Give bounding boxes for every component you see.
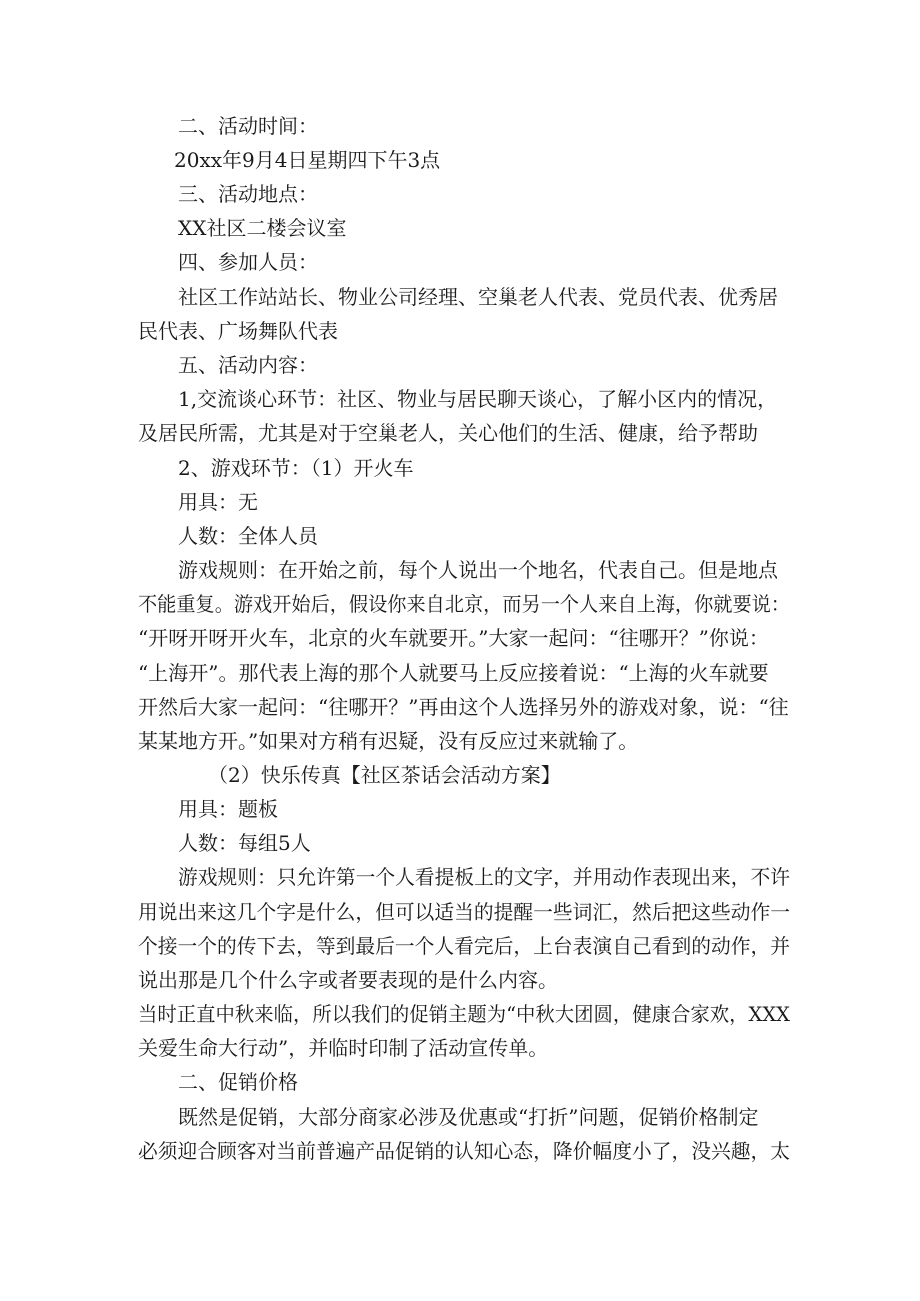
- text-line: 游戏规则：在开始之前，每个人说出一个地名，代表自己。但是地点: [178, 558, 778, 582]
- text-line: 不能重复。游戏开始后，假设你来自北京，而另一个人来自上海，你就要说：: [138, 592, 790, 616]
- text-line: 用具：无: [178, 490, 258, 514]
- text-line: 及居民所需，尤其是对于空巢老人，关心他们的生活、健康，给予帮助: [138, 421, 758, 445]
- section-heading-location: 三、活动地点：: [178, 182, 318, 206]
- text-line: “上海开”。那代表上海的那个人就要马上反应接着说：“上海的火车就要: [138, 661, 769, 685]
- text-line: 社区工作站站长、物业公司经理、空巢老人代表、党员代表、优秀居: [178, 285, 778, 309]
- text-line: 说出那是几个什么字或者要表现的是什么内容。: [138, 968, 558, 992]
- text-line: 某某地方开。”如果对方稍有迟疑，没有反应过来就输了。: [138, 729, 639, 753]
- text-line: 人数：全体人员: [178, 524, 318, 548]
- text-line: 人数：每组5人: [178, 831, 311, 855]
- section-heading-content: 五、活动内容：: [178, 353, 318, 377]
- section-heading-pricing: 二、促销价格: [178, 1070, 298, 1094]
- text-line: XX社区二楼会议室: [178, 216, 347, 240]
- text-line: 1,交流谈心环节：社区、物业与居民聊天谈心，了解小区内的情况，: [178, 387, 778, 411]
- text-line: 当时正直中秋来临，所以我们的促销主题为“中秋大团圆，健康合家欢，XXX: [138, 1002, 790, 1026]
- text-line: 用具：题板: [178, 797, 278, 821]
- text-line: “开呀开呀开火车，北京的火车就要开。”大家一起问：“往哪开？”你说：: [138, 626, 769, 650]
- section-heading-participants: 四、参加人员：: [178, 250, 318, 274]
- text-line: 用说出来这几个字是什么，但可以适当的提醒一些词汇，然后把这些动作一: [138, 900, 791, 924]
- text-line: 既然是促销，大部分商家必涉及优惠或“打折”问题，促销价格制定: [178, 1105, 759, 1129]
- text-line: 20xx年9月4日星期四下午3点: [174, 148, 441, 172]
- section-heading-time: 二、活动时间：: [178, 114, 318, 138]
- text-line: 游戏规则：只允许第一个人看提板上的文字，并用动作表现出来，不许: [178, 865, 791, 889]
- text-line: 关爱生命大行动”，并临时印制了活动宣传单。: [138, 1036, 549, 1060]
- text-line: （2）快乐传真【社区茶话会活动方案】: [208, 763, 561, 787]
- text-line: 必须迎合顾客对当前普遍产品促销的认知心态，降价幅度小了，没兴趣，太: [138, 1139, 791, 1163]
- text-line: 民代表、广场舞队代表: [138, 319, 338, 343]
- text-line: 开然后大家一起问：“往哪开？”再由这个人选择另外的游戏对象，说：“往: [138, 695, 789, 719]
- text-line: 2、游戏环节：（1）开火车: [178, 456, 414, 480]
- text-line: 个接一个的传下去，等到最后一个人看完后，上台表演自己看到的动作，并: [138, 934, 791, 958]
